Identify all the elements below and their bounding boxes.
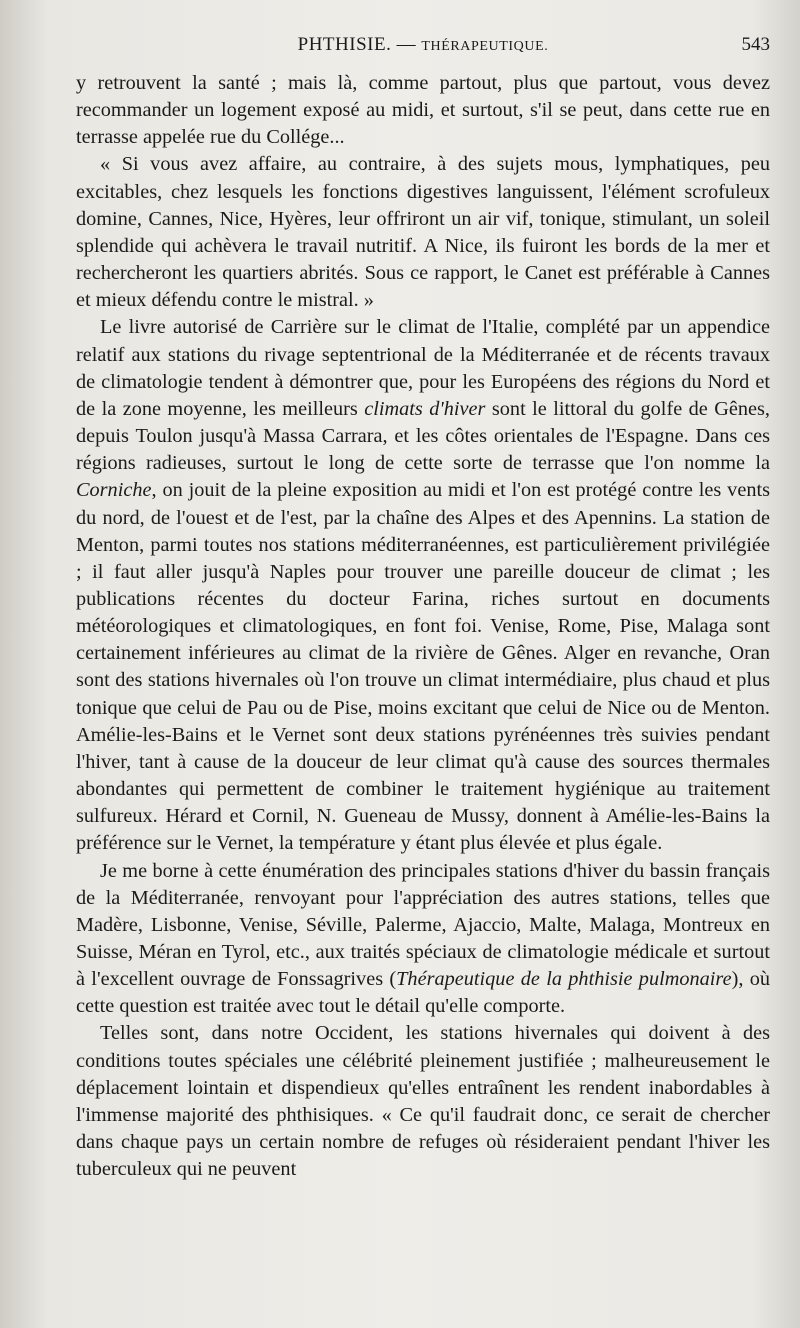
text-run: Telles sont, dans notre Occident, les stations hivernales qui doivent à des conditions toutes spéciales une célébrité pleinement justifiée ; malheureusement le déplacement lointain et dispendieux qu'elles entraînent les rendent inabordables à l'immense majorité des phthisiques. « Ce qu'il faudrait donc, ce serait de chercher dans chaque pays un certain nombre de refuges où résideraient pendant l'hiver les tuberculeux qui ne peuvent — [76, 1022, 770, 1181]
paragraph — [76, 151, 770, 314]
italic-text: Corniche — [76, 479, 152, 502]
text-run: Je me borne à cette énumération des principales stations d'hiver du bassin français de la Méditerranée, renvoyant pour l'appréciation des autres stations, telles que Madère, Lisbonne, Venise, Séville, Palerme, Ajaccio, Malte, Malaga, Montreux en Suisse, Méran en Tyrol, etc., aux traités spéciaux de climatologie médicale et surtout à l'excellent ouvrage de Fonssagrives ( — [76, 859, 770, 991]
paragraph — [76, 70, 770, 151]
page-number: 543 — [741, 34, 770, 55]
text-run: ), où cette question est traitée avec tout le détail qu'elle comporte. — [76, 968, 770, 1018]
running-title — [76, 34, 770, 56]
italic-text: Thérapeutique de la phthisie pulmonaire — [396, 968, 732, 991]
paragraph — [76, 314, 770, 857]
text-run: y retrouvent la santé ; mais là, comme partout, plus que partout, vous devez recommander un logement exposé au midi, et surtout, s'il se peut, dans cette rue en terrasse appelée rue du Collége... — [76, 72, 770, 149]
header-subtitle: THÉRAPEUTIQUE. — [421, 39, 549, 54]
italic-text: climats d'hiver — [364, 397, 486, 420]
paragraph — [76, 1020, 770, 1183]
text-run: , on jouit de la pleine exposition au midi et l'on est protégé contre les vents du nord, de l'ouest et de l'est, par la chaîne des Alpes et des Apennins. La station de Menton, parmi toutes nos stations méditerranéennes, est particulièrement privilégiée ; il faut aller jusqu'à Naples pour trouver une pareille douceur de climat ; les publications récentes du docteur Farina, riches surtout en documents météorologiques et climatologiques, en font foi. Venise, Rome, Pise, Malaga sont certainement inférieures au climat de la rivière de Gênes. Alger en revanche, Oran sont des stations hivernales où l'on trouve un climat intermédiaire, plus chaud et plus tonique que celui de Pau ou de Pise, moins excitant que celui de Nice ou de Menton. Amélie-les-Bains et le Vernet sont deux stations pyrénéennes très suivies pendant l'hiver, tant à cause de la douceur de leur climat qu'à cause des sources thermales abondantes qui permettent de combiner le traitement hygiénique au traitement sulfureux. Hérard et Cornil, N. Gueneau de Mussy, donnent à Amélie-les-Bains la préférence sur le Vernet, la température y étant plus élevée et plus égale. — [76, 479, 770, 855]
paragraph — [76, 858, 770, 1021]
text-run: Le livre autorisé de Carrière sur le climat de l'Italie, complété par un appendice relatif aux stations du rivage septentrional de la Méditerranée et de récents travaux de climatologie tendent à démontrer que, pour les Européens des régions du Nord et de la zone moyenne, les meilleurs — [76, 316, 770, 420]
running-header — [76, 34, 770, 60]
text-run: « Si vous avez affaire, au contraire, à des sujets mous, lymphatiques, peu excitables, chez lesquels les fonctions digestives languissent, l'élément scrofuleux domine, Cannes, Nice, Hyères, leur offriront un air vif, tonique, stimulant, un soleil splendide qui achèvera le travail nutritif. A Nice, ils fuiront les bords de la mer et rechercheront les quartiers abrités. Sous ce rapport, le Canet est préférable à Cannes et mieux défendu contre le mistral. » — [76, 153, 770, 312]
text-run: sont le littoral du golfe de Gênes, depuis Toulon jusqu'à Massa Carrara, et les côtes orientales de l'Espagne. Dans ces régions radieuses, surtout le long de cette sorte de terrasse que l'on nomme la — [76, 397, 771, 475]
body-text — [76, 70, 770, 1183]
header-dash: — — [396, 34, 417, 55]
header-title: PHTHISIE. — [297, 34, 392, 55]
